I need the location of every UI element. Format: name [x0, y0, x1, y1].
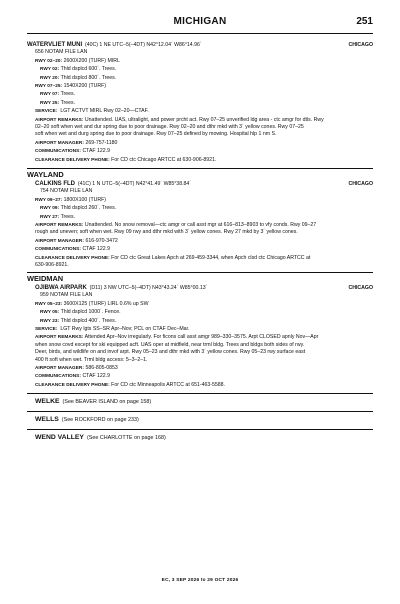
page-number: 251	[356, 16, 373, 27]
cross-reference-wend-valley	[35, 434, 166, 441]
runway-end-text: Thld dsplcd 600´. Trees.	[60, 66, 117, 73]
service-text: LGT ACTVT MIRL Rwy 02–20—CTAF.	[60, 108, 149, 115]
runway-label: RWY 07–25:	[35, 83, 63, 89]
header-rule	[27, 33, 373, 34]
remarks-text: Deer, birds, and wildlife on and invof arpt. Rwy 05–23 and dthr mkd with 3´ yellow cones. Rwy 05–23 rwy surface east	[35, 349, 306, 356]
remarks-text: soft when wet and durg spring due to poor drainage. Rwy 07–25 defined by mowing. Hospital hlp 1 nm S.	[35, 131, 277, 138]
service-label: SERVICE:	[35, 326, 58, 332]
runway-end-label: RWY 23:	[40, 317, 60, 323]
airport-entry-watervliet	[27, 42, 373, 164]
cross-reference-welke	[35, 398, 151, 405]
communications-text: CTAF 122.9	[82, 246, 111, 253]
elevation-line: 656 NOTAM FILE LAN	[35, 49, 88, 56]
manager-label: AIRPORT MANAGER:	[35, 139, 84, 145]
runway-end-label: RWY 20:	[40, 74, 60, 80]
runway-end-label: RWY 09:	[40, 205, 60, 211]
service-text: LGT Rwy lgts SS–SR Apr–Nov; PCL on CTAF Dec–Mar.	[60, 326, 190, 333]
remarks-label: AIRPORT REMARKS:	[35, 222, 84, 228]
airport-entry-ojibwa	[27, 285, 373, 389]
clearance-label: CLEARANCE DELIVERY PHONE:	[35, 381, 110, 387]
communications-label: COMMUNICATIONS:	[35, 373, 81, 379]
runway-end-label: RWY 02:	[40, 66, 60, 72]
runway-text: 2600X200 (TURF) MIRL	[63, 57, 120, 64]
runway-label: RWY 02–20:	[35, 57, 63, 63]
airport-name: CALKINS FLD	[35, 181, 75, 187]
section-rule	[27, 429, 373, 430]
page-header	[27, 16, 373, 30]
chart-name: CHICAGO	[348, 285, 373, 291]
ref-city-name: WEND VALLEY	[35, 434, 84, 441]
runway-text: 3600X125 (TURF) LIRL 0.6% up SW	[63, 300, 149, 307]
elevation-line: 959 NOTAM FILE LAN	[40, 292, 93, 299]
runway-end-label: RWY 07:	[40, 91, 60, 97]
ref-city-name: WELLS	[35, 416, 59, 423]
chart-name: CHICAGO	[348, 181, 373, 187]
manager-phone: 586-805-0853	[85, 365, 118, 372]
remarks-text: Unattended. No snow removal—ctc amgr or call asst mgr at 616–813–8903 to vfy conds. Rwy 09–27	[84, 222, 317, 229]
runway-end-text: Trees.	[60, 91, 76, 98]
remarks-text: Attended Apr–Nov irregularly. For ficons call asst amgr 989–330–3575. Arpt CLOSED apnly Nov—Apr	[84, 334, 319, 341]
communications-label: COMMUNICATIONS:	[35, 148, 81, 154]
cross-reference-wells	[35, 416, 139, 423]
airport-id-info: (41C) 1 N UTC–5(–4DT) N42°41.49´ W85°38.84´	[77, 181, 192, 187]
communications-text: CTAF 122.9	[82, 373, 111, 380]
airport-name: OJIBWA AIRPARK	[35, 285, 87, 291]
airport-id-info: (D11) 3 NW UTC–5(–4DT) N43°43.24´ W85°00.13´	[89, 285, 208, 291]
runway-end-text: Thld dsplcd 800´. Trees.	[60, 74, 117, 81]
section-rule	[27, 272, 373, 273]
ref-text: (See BEAVER ISLAND on page 158)	[62, 399, 152, 405]
runway-end-label: RWY 25:	[40, 99, 60, 105]
manager-label: AIRPORT MANAGER:	[35, 365, 84, 371]
runway-end-text: Thld dsplcd 400´. Trees.	[60, 317, 117, 324]
remarks-label: AIRPORT REMARKS:	[35, 116, 84, 122]
remarks-label: AIRPORT REMARKS:	[35, 334, 84, 340]
remarks-text: when snow covd except for ski equipped acft. UAS oper at midfield, near trml bldg. Trees and bldgs both sides of rwy.	[35, 341, 305, 348]
runway-end-text: Thld dsplcd 260´. Trees.	[60, 205, 117, 212]
clearance-text: For CD ctc Great Lakes Apch at 269-459-3344, when Apch clsd ctc Chicago ARTCC at	[111, 254, 311, 261]
manager-phone: 616-970-3472	[85, 237, 118, 244]
remarks-text: Unattended. UAS, ultralight, and power prcht act. Rwy 07–25 unverified ldg area - ctc amgr for dtls. Rwy	[84, 116, 324, 123]
runway-end-text: Trees.	[60, 99, 76, 106]
communications-text: CTAF 122.9	[82, 148, 111, 155]
clearance-text: For CD ctc Minneapolis ARTCC at 651-463-5588.	[111, 381, 225, 388]
elevation-line: 754 NOTAM FILE LAN	[40, 188, 93, 195]
runway-end-text: Thld dsplcd 1000´. Fence.	[60, 309, 121, 316]
runway-label: RWY 09–27:	[35, 196, 63, 202]
runway-text: 1800X100 (TURF)	[63, 196, 107, 203]
airport-name: WATERVLIET MUNI	[27, 42, 83, 48]
airport-id-info: (40C) 1 NE UTC–5(–4DT) N42°12.04´ W86°14.96´	[85, 42, 202, 48]
remarks-text: rough and uneven; soft when wet. Rwy 09 rwy and dthr mkd with 3´ yellow cones. Rwy 27 mkd by 3´ yellow cones.	[35, 229, 298, 236]
ref-text: (See CHARLOTTE on page 168)	[86, 435, 166, 441]
runway-end-text: Trees.	[60, 213, 76, 220]
state-title: MICHIGAN	[173, 16, 227, 27]
runway-text: 1540X200 (TURF)	[63, 83, 107, 90]
remarks-text: 400 ft soft when wet. Trml bldg access: 5–3–2–1.	[35, 356, 148, 363]
runway-end-label: RWY 27:	[40, 213, 60, 219]
section-rule	[27, 168, 373, 169]
section-rule	[27, 411, 373, 412]
ref-text: (See ROCKFORD on page 233)	[61, 417, 139, 423]
manager-label: AIRPORT MANAGER:	[35, 237, 84, 243]
effective-dates-footer: EC, 3 SEP 2026 to 29 OCT 2026	[161, 578, 239, 583]
city-name: WAYLAND	[27, 170, 64, 179]
ref-city-name: WELKE	[35, 398, 60, 405]
page	[27, 0, 373, 604]
runway-label: RWY 05–23:	[35, 300, 63, 306]
chart-name: CHICAGO	[348, 42, 373, 48]
communications-label: COMMUNICATIONS:	[35, 246, 81, 252]
clearance-text: For CD ctc Chicago ARTCC at 630-906-8921.	[111, 156, 217, 163]
clearance-text: 630-906-8921.	[35, 262, 69, 269]
city-name: WEIDMAN	[27, 274, 64, 283]
airport-entry-calkins	[27, 181, 373, 269]
clearance-label: CLEARANCE DELIVERY PHONE:	[35, 156, 110, 162]
manager-phone: 269-757-1180	[85, 139, 118, 146]
service-label: SERVICE:	[35, 108, 58, 114]
clearance-label: CLEARANCE DELIVERY PHONE:	[35, 254, 110, 260]
section-rule	[27, 393, 373, 394]
runway-end-label: RWY 05:	[40, 309, 60, 315]
remarks-text: 02–20 soft when wet and dur spring due to poor drainage. Rwy 02–20 and dthr mkd with 3´ yellow cones. Rwy 07–25	[35, 124, 304, 131]
